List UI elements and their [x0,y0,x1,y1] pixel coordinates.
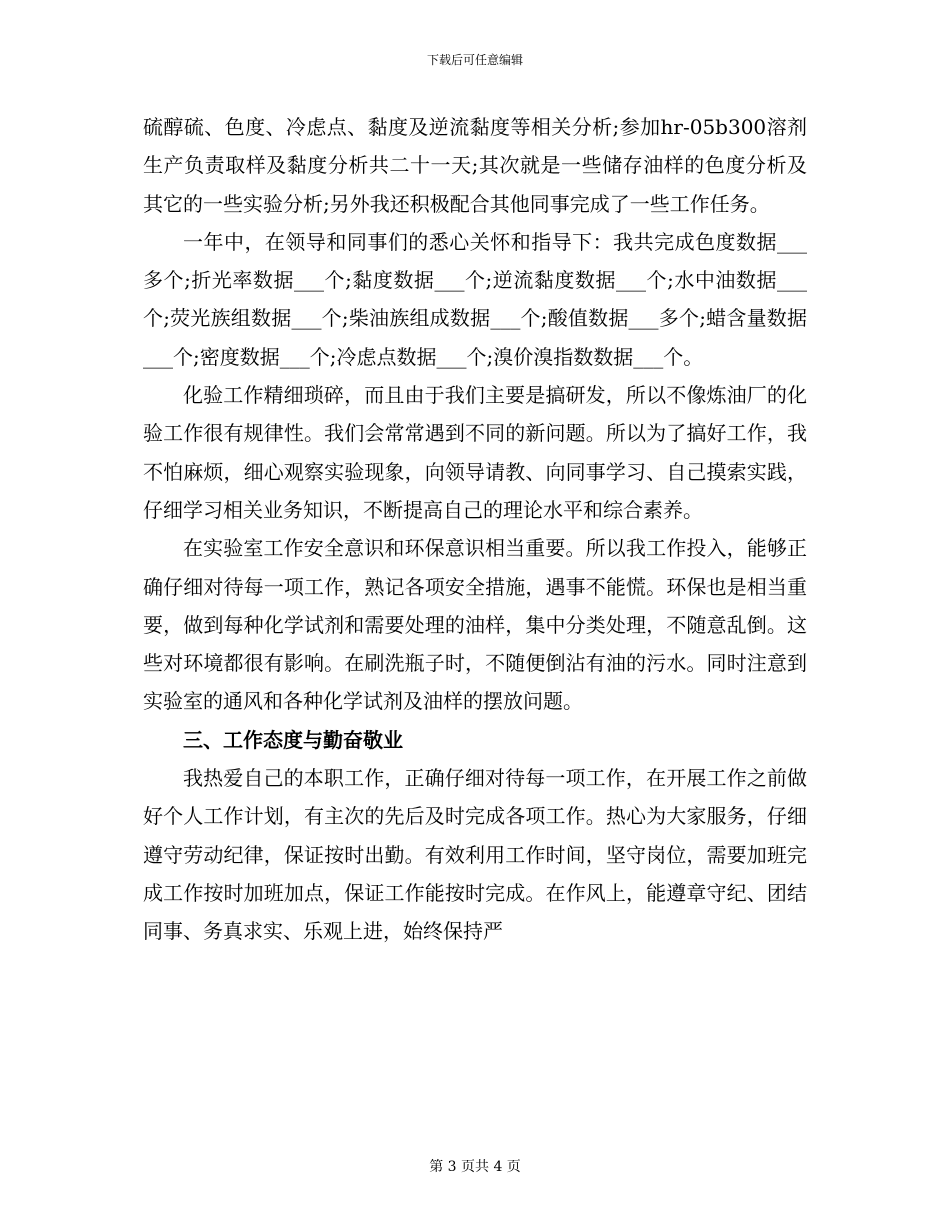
paragraph-lab-work: 化验工作精细琐碎，而且由于我们主要是搞研发，所以不像炼油厂的化验工作很有规律性。我们会常常遇到不同的新问题。所以为了搞好工作，我不怕麻烦，细心观察实验现象，向领导请教、向同事学习、自己摸索实践，仔细学习相关业务知识，不断提高自己的理论水平和综合素养。 [143,383,807,522]
page-header: 下载后可任意编辑 [426,53,523,67]
paragraph-safety: 在实验室工作安全意识和环保意识相当重要。所以我工作投入，能够正确仔细对待每一项工作，熟记各项安全措施，遇事不能慌。环保也是相当重要，做到每种化学试剂和需要处理的油样，集中分类处理，不随意乱倒。这些对环境都很有影响。在刷洗瓶子时，不随便倒沾有油的污水。同时注意到实验室的通风和各种化学试剂及油样的摆放问题。 [143,536,807,714]
paragraph-attitude: 我热爱自己的本职工作，正确仔细对待每一项工作，在开展工作之前做好个人工作计划，有主次的先后及时完成各项工作。热心为大家服务，仔细遵守劳动纪律，保证按时出勤。有效利用工作时间，坚守岗位，需要加班完成工作按时加班加点，保证工作能按时完成。在作风上，能遵章守纪、团结同事、务真求实、乐观上进，始终保持严 [143,766,807,944]
document-body [143,108,807,951]
page-footer: 第 3 页共 4 页 [429,1159,521,1175]
paragraph-data-count: 一年中，在领导和同事们的悉心关怀和指导下：我共完成色度数据___多个;折光率数据___个;黏度数据___个;逆流黏度数据___个;水中油数据___个;荧光族组数据___个;柴油族组成数据___个;酸值数据___多个;蜡含量数据___个;密度数据___个;冷虑点数据___个;溴价溴指数数据___个。 [143,229,807,369]
section-heading: 三、工作态度与勤奋敬业 [183,727,403,752]
paragraph-continuation: 硫醇硫、色度、冷虑点、黏度及逆流黏度等相关分析;参加hr-05b300溶剂生产负责取样及黏度分析共二十一天;其次就是一些储存油样的色度分析及其它的一些实验分析;另外我还积极配合其他同事完成了一些工作任务。 [143,115,807,216]
